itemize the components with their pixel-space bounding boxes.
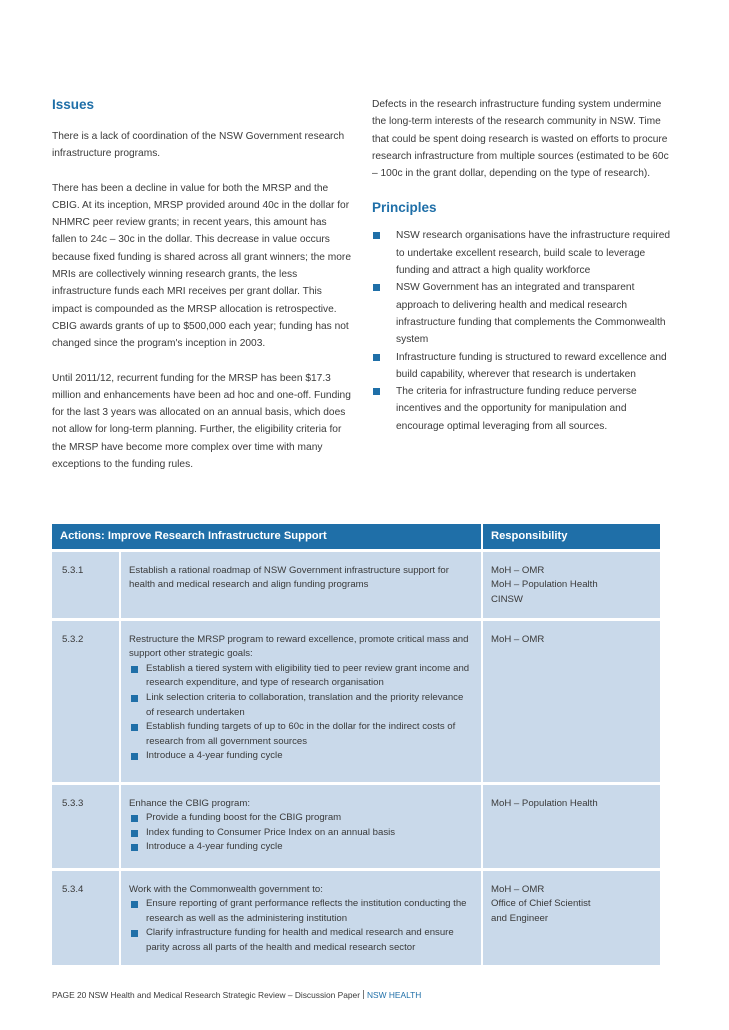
square-bullet-icon bbox=[373, 232, 380, 239]
square-bullet-icon bbox=[373, 284, 380, 291]
action-bullet bbox=[129, 826, 473, 841]
square-bullet-icon bbox=[373, 388, 380, 395]
responsibility-line: MoH – Population Health bbox=[491, 797, 598, 809]
responsibility-line: CINSW bbox=[491, 593, 523, 605]
square-bullet-icon bbox=[131, 901, 138, 908]
issues-paragraph-1: There is a lack of coordination of the NSW Government research infrastructure programs. bbox=[52, 131, 345, 160]
document-title: NSW Health and Medical Research Strategic Review – Discussion Paper bbox=[88, 990, 360, 1000]
action-bullet-text: Provide a funding boost for the CBIG program bbox=[146, 812, 342, 824]
action-bullet bbox=[129, 811, 473, 826]
action-text: Restructure the MRSP program to reward excellence, promote critical mass and support other strategic goals: bbox=[129, 633, 469, 660]
square-bullet-icon bbox=[131, 930, 138, 937]
action-number: 5.3.1 bbox=[52, 550, 120, 619]
action-bullet bbox=[129, 662, 473, 691]
square-bullet-icon bbox=[131, 666, 138, 673]
principle-item bbox=[372, 279, 672, 348]
principles-heading: Principles bbox=[372, 200, 437, 216]
responsibility-line: MoH – OMR bbox=[491, 633, 545, 645]
page-number: PAGE 20 bbox=[52, 990, 87, 1000]
table-header-row bbox=[52, 524, 660, 550]
table-row bbox=[52, 783, 660, 869]
action-number: 5.3.4 bbox=[52, 869, 120, 965]
defects-paragraph: Defects in the research infrastructure funding system undermine the long-term interests of the research community in NSW. Time that could be spent doing research is wasted on efforts to procure research infrastructure from multiple sources (estimated to be 60c – 100c in the grant dollar, depending on the type of research). bbox=[372, 99, 669, 180]
square-bullet-icon bbox=[131, 844, 138, 851]
action-bullet-text: Clarify infrastructure funding for health and medical research and ensure parity across all parts of the health and medical research sector bbox=[146, 927, 454, 953]
action-bullet-list bbox=[129, 897, 473, 955]
responsibility-line: and Engineer bbox=[491, 912, 549, 924]
action-bullet bbox=[129, 691, 473, 720]
action-bullet-list bbox=[129, 811, 473, 855]
principle-text: Infrastructure funding is structured to reward excellence and build capability, wherever that research is undertaken bbox=[396, 351, 667, 380]
action-cell bbox=[120, 783, 482, 869]
action-bullet-text: Ensure reporting of grant performance reflects the institution conducting the research as well as the administering institution bbox=[146, 898, 467, 924]
responsibility-cell bbox=[482, 550, 660, 619]
action-bullet bbox=[129, 926, 473, 955]
responsibility-line: MoH – OMR bbox=[491, 883, 545, 895]
square-bullet-icon bbox=[131, 724, 138, 731]
action-cell bbox=[120, 619, 482, 783]
square-bullet-icon bbox=[131, 695, 138, 702]
issues-paragraph-3: Until 2011/12, recurrent funding for the MRSP has been $17.3 million and enhancements have been ad hoc and one-off. Funding for the last 3 years was allocated on an annual basis, which does not allow for long-term planning. Further, the eligibility criteria for the MRSP have become more complex over time with many exceptions to the funding rules. bbox=[52, 372, 351, 471]
action-bullet bbox=[129, 749, 473, 764]
principles-column bbox=[372, 96, 672, 435]
table-row bbox=[52, 550, 660, 619]
footer-divider bbox=[363, 990, 364, 999]
action-bullet-text: Index funding to Consumer Price Index on an annual basis bbox=[146, 826, 396, 838]
action-bullet-text: Link selection criteria to collaboration, translation and the priority relevance of research undertaken bbox=[146, 691, 464, 718]
action-bullet bbox=[129, 840, 473, 855]
action-cell bbox=[120, 869, 482, 965]
responsibility-cell bbox=[482, 869, 660, 965]
principle-item bbox=[372, 349, 672, 384]
action-text: Enhance the CBIG program: bbox=[129, 797, 251, 809]
action-bullet bbox=[129, 897, 473, 926]
action-bullet-list bbox=[129, 662, 473, 764]
table-row bbox=[52, 619, 660, 783]
principle-item bbox=[372, 383, 672, 435]
principle-text: The criteria for infrastructure funding reduce perverse incentives and the opportunity for manipulation and encourage optimal leveraging from all sources. bbox=[396, 386, 637, 432]
square-bullet-icon bbox=[373, 354, 380, 361]
action-text: Work with the Commonwealth government to: bbox=[129, 883, 323, 895]
action-number: 5.3.2 bbox=[52, 619, 120, 783]
principles-list bbox=[372, 227, 672, 435]
square-bullet-icon bbox=[131, 753, 138, 760]
actions-header: Actions: Improve Research Infrastructure Support bbox=[52, 524, 482, 550]
responsibility-cell bbox=[482, 619, 660, 783]
responsibility-cell bbox=[482, 783, 660, 869]
action-bullet bbox=[129, 720, 473, 749]
responsibility-line: Office of Chief Scientist bbox=[491, 898, 591, 910]
issues-column bbox=[52, 96, 352, 473]
issues-heading: Issues bbox=[52, 97, 95, 112]
actions-table bbox=[52, 524, 660, 965]
principle-item bbox=[372, 227, 672, 279]
principle-text: NSW Government has an integrated and transparent approach to delivering health and medical research infrastructure funding that complements the Commonwealth system bbox=[396, 282, 666, 346]
page-footer bbox=[52, 990, 421, 1000]
square-bullet-icon bbox=[131, 830, 138, 837]
brand-name: NSW HEALTH bbox=[367, 990, 422, 1000]
action-text: Establish a rational roadmap of NSW Government infrastructure support for health and medical research and align funding programs bbox=[129, 564, 449, 591]
action-number: 5.3.3 bbox=[52, 783, 120, 869]
issues-paragraph-2: There has been a decline in value for both the MRSP and the CBIG. At its inception, MRSP provided around 40c in the dollar for NHMRC peer review grants; in recent years, this amount has fallen to 24c – 30c in the dollar. This decrease in value occurs because fixed funding is shared across all grant winners; the more MRIs are collectively winning research grants, the less infrastructure funds each MRI receives per grant dollar. This impact is compounded as the MRSP allocation is retrospective. CBIG awards grants of up to $500,000 each year; funding has not changed since the program's inception in 2003. bbox=[52, 182, 351, 350]
action-bullet-text: Introduce a 4-year funding cycle bbox=[146, 750, 283, 762]
action-cell bbox=[120, 550, 482, 619]
square-bullet-icon bbox=[131, 815, 138, 822]
responsibility-line: MoH – OMR bbox=[491, 564, 545, 576]
responsibility-header: Responsibility bbox=[482, 524, 660, 550]
action-bullet-text: Establish funding targets of up to 60c in the dollar for the indirect costs of research from all government sources bbox=[146, 721, 456, 747]
table-row bbox=[52, 869, 660, 965]
action-bullet-text: Establish a tiered system with eligibility tied to peer review grant income and research expenditure, and type of research organisation bbox=[146, 662, 470, 689]
action-bullet-text: Introduce a 4-year funding cycle bbox=[146, 841, 283, 853]
principle-text: NSW research organisations have the infrastructure required to undertake excellent research, build scale to leverage funding and attract a high quality workforce bbox=[396, 230, 671, 277]
responsibility-line: MoH – Population Health bbox=[491, 579, 598, 591]
